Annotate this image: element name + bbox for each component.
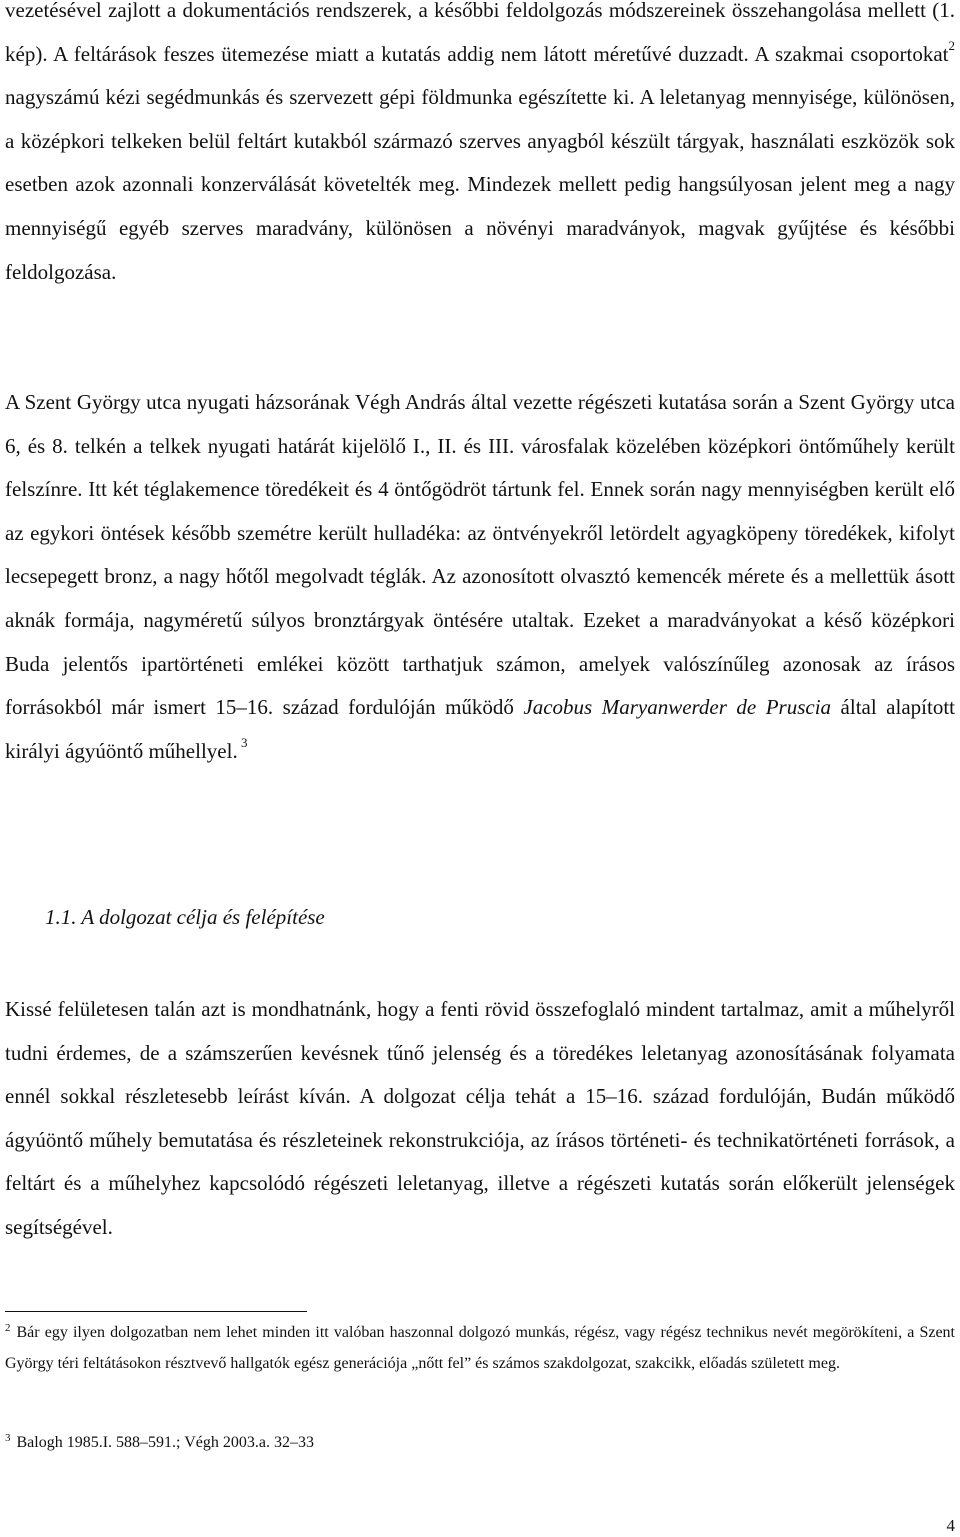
paragraph-1-text-b: nagyszámú kézi segédmunkás és szervezett gépi földmunka egészítette ki. A leletanyag mennyisége, különösen, a középkori telkeken belül feltárt kutakból származó szerves anyagból készült tárgyak, használati eszközök sok esetben azok azonnali konzerválását követelték meg. Mindezek mellett pedig hangsúlyosan jelent meg a nagy mennyiségű egyéb szerves maradvány, különösen a növényi maradványok, magvak gyűjtése és későbbi feldolgozása. <box>5 85 955 284</box>
paragraph-2-text-a: A Szent György utca nyugati házsorának Végh András által vezette régészeti kutatása során a Szent György utca 6, és 8. telkén a telkek nyugati határát kijelölő I., II. és III. városfalak közelében középkori öntőműhely került felszínre. Itt két téglakemence töredékeit és 4 öntőgödröt tártunk fel. Ennek során nagy mennyiségben került elő az egykori öntések később szemétre került hulladéka: az öntvényekről letördelt agyagköpeny töredékek, kifolyt lecsepegett bronz, a nagy hőtől megolvadt téglák. Az azonosított olvasztó kemencék mérete és a mellettük ásott aknák formája, nagyméretű súlyos bronztárgyak öntésére utaltak. Ezeket a maradványokat a késő középkori Buda jelentős ipartörténeti emlékei között tarthatjuk számon, amelyek valószínűleg azonosak az írásos forrásokból már ismert 15–16. század fordulóján működő <box>5 390 955 720</box>
footnote-separator <box>5 1311 307 1312</box>
footnote-3-mark: 3 <box>5 1432 11 1444</box>
footnote-ref-3: 3 <box>237 734 248 750</box>
body-paragraph-1 <box>5 0 955 294</box>
body-paragraph-2 <box>5 381 955 773</box>
footnote-3 <box>5 1428 955 1459</box>
footnote-ref-2: 2 <box>948 37 955 53</box>
section-heading: 1.1. A dolgozat célja és felépítése <box>45 905 325 929</box>
paragraph-2-text-b: által alapított királyi ágyúöntő műhellyel. <box>5 695 955 763</box>
footnote-2 <box>5 1318 955 1379</box>
italic-name: Jacobus Maryanwerder de Pruscia <box>523 695 832 720</box>
footnote-2-text: Bár egy ilyen dolgozatban nem lehet minden itt valóban haszonnal dolgozó munkás, régész, vagy régész technikus nevét megörökíteni, a Szent György téri feltátásokon résztvevő hallgatók egész generációja „nőtt fel” és számos szakdolgozat, szakcikk, előadás született meg. <box>5 1324 955 1373</box>
page-number: 4 <box>946 1516 955 1535</box>
footnote-3-text: Balogh 1985.I. 588–591.; Végh 2003.a. 32–33 <box>16 1434 314 1451</box>
paragraph-1-text-a: vezetésével zajlott a dokumentációs rendszerek, a későbbi feldolgozás módszereinek összehangolása mellett (1. kép). A feltárások feszes ütemezése miatt a kutatás addig nem látott méretűvé duzzadt. A szakmai csoportokat <box>5 0 955 66</box>
footnote-2-mark: 2 <box>5 1322 11 1334</box>
body-paragraph-3: Kissé felületesen talán azt is mondhatnánk, hogy a fenti rövid összefoglaló mindent tartalmaz, amit a műhelyről tudni érdemes, de a számszerűen kevésnek tűnő jelenség és a töredékes leletanyag azonosításának folyamata ennél sokkal részletesebb leírást kíván. A dolgozat célja tehát a 15–16. század fordulóján, Budán működő ágyúöntő műhely bemutatása és részleteinek rekonstrukciója, az írásos történeti- és technikatörténeti források, a feltárt és a műhelyhez kapcsolódó régészeti leletanyag, illetve a régészeti kutatás során előkerült jelenségek segítségével. <box>5 997 955 1239</box>
